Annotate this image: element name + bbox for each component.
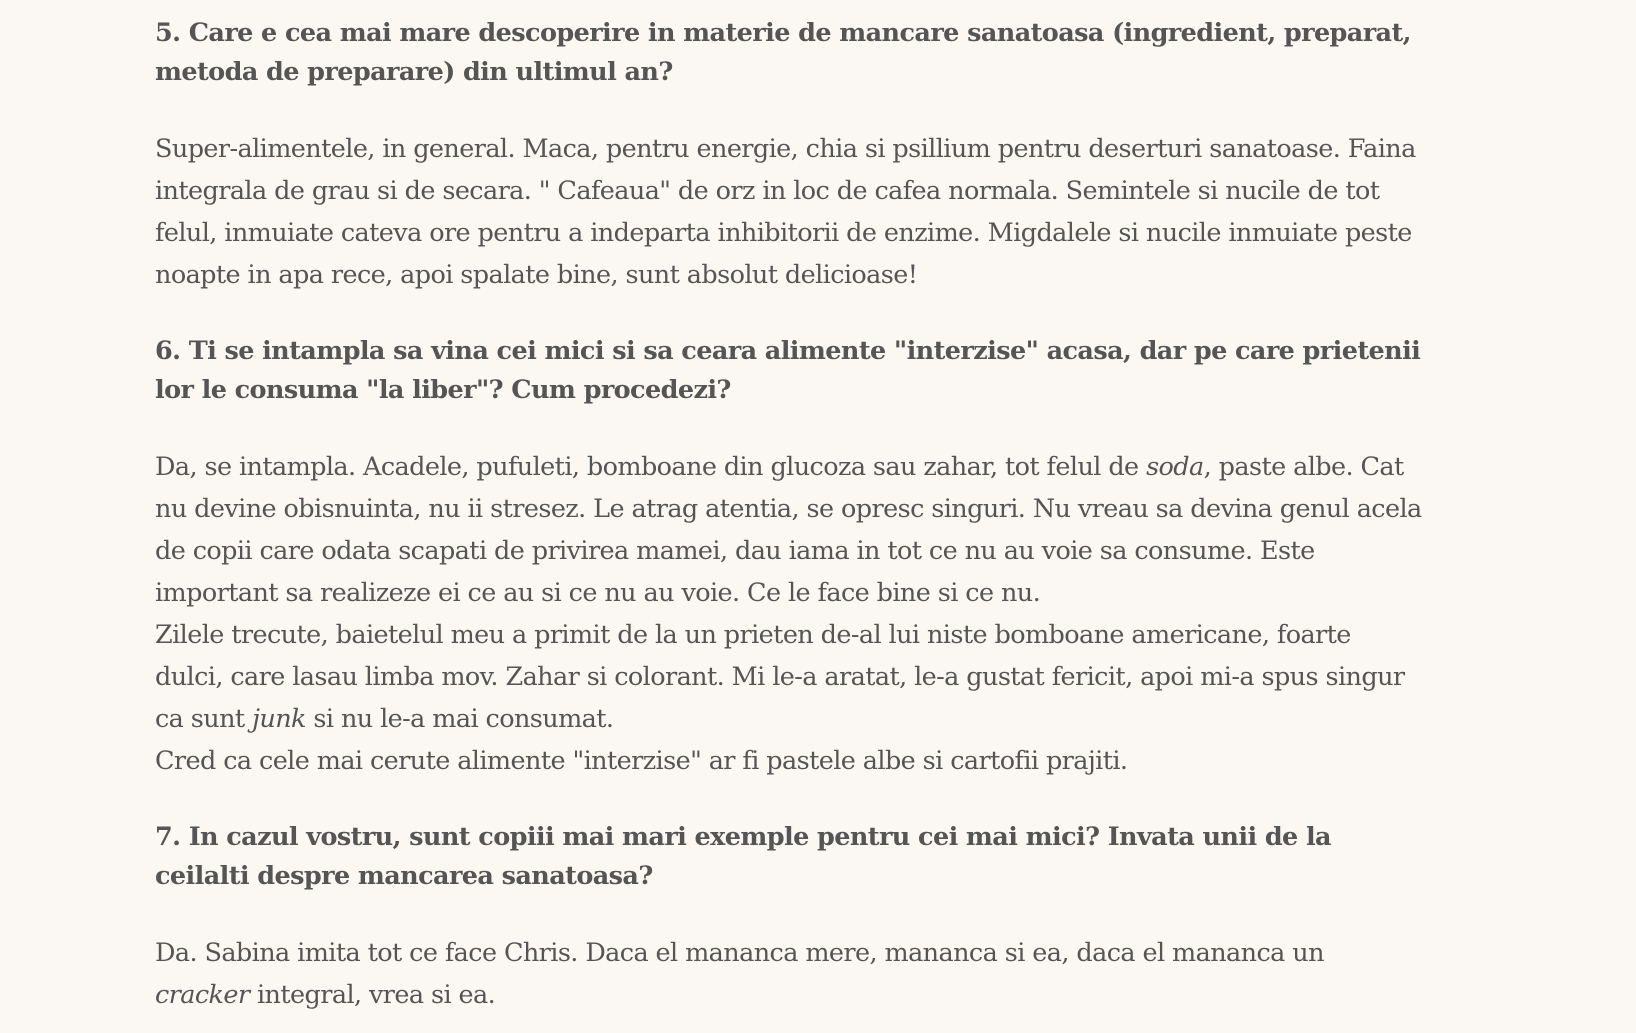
spacer — [155, 410, 1425, 446]
answer-text: integral, vrea si ea. — [249, 980, 496, 1010]
answer-5: Super-alimentele, in general. Maca, pentru energie, chia si psillium pentru deserturi sanatoase. Faina integrala de grau si de secara. " Cafeaua" de orz in loc de cafea normala. Semintele si nucile de tot felul, inmuiate cateva ore pentru a indeparta inhibitorii de enzime. Migdalele si nucile inmuiate peste noapte in apa rece, apoi spalate bine, sunt absolut delicioase! — [155, 134, 1416, 290]
answer-emphasis: soda — [1146, 452, 1204, 482]
answer-emphasis: cracker — [155, 980, 250, 1010]
answer-6-paragraph-2 — [155, 614, 1425, 740]
answer-text: , paste albe. Cat nu devine obisnuinta, nu ii stresez. Le atrag atentia, se opresc singuri. Nu vreau sa devina genul acela de copii care odata scapati de privirea mamei, dau iama in tot ce nu au voie sa consume. Este important sa realizeze ei ce au si ce nu au voie. Ce le face bine si ce nu. — [155, 452, 1422, 608]
answer-7 — [155, 932, 1425, 1016]
answer-emphasis: junk — [252, 704, 306, 734]
answer-text: Da. Sabina imita tot ce face Chris. Daca el mananca mere, mananca si ea, daca el mananca un — [155, 938, 1324, 968]
spacer — [155, 782, 1425, 818]
question-5: 5. Care e cea mai mare descoperire in materie de mancare sanatoasa (ingredient, preparat, metoda de preparare) din ultimul an? — [155, 18, 1411, 87]
spacer — [155, 896, 1425, 932]
article-body — [155, 14, 1425, 1016]
question-6: 6. Ti se intampla sa vina cei mici si sa ceara alimente "interzise" acasa, dar pe care prietenii lor le consuma "la liber"? Cum procedezi? — [155, 336, 1421, 405]
answer-text: si nu le-a mai consumat. — [305, 704, 614, 734]
spacer — [155, 92, 1425, 128]
spacer — [155, 296, 1425, 332]
answer-6-paragraph-1 — [155, 446, 1425, 614]
answer-text: Zilele trecute, baietelul meu a primit de la un prieten de-al lui niste bomboane americane, foarte dulci, care lasau limba mov. Zahar si colorant. Mi le-a aratat, le-a gustat fericit, apoi mi-a spus singur ca sunt — [155, 620, 1405, 734]
answer-text: Da, se intampla. Acadele, pufuleti, bomboane din glucoza sau zahar, tot felul de — [155, 452, 1147, 482]
question-7: 7. In cazul vostru, sunt copiii mai mari exemple pentru cei mai mici? Invata unii de la ceilalti despre mancarea sanatoasa? — [155, 822, 1331, 891]
answer-6-paragraph-3: Cred ca cele mai cerute alimente "interzise" ar fi pastele albe si cartofii prajiti. — [155, 746, 1128, 776]
